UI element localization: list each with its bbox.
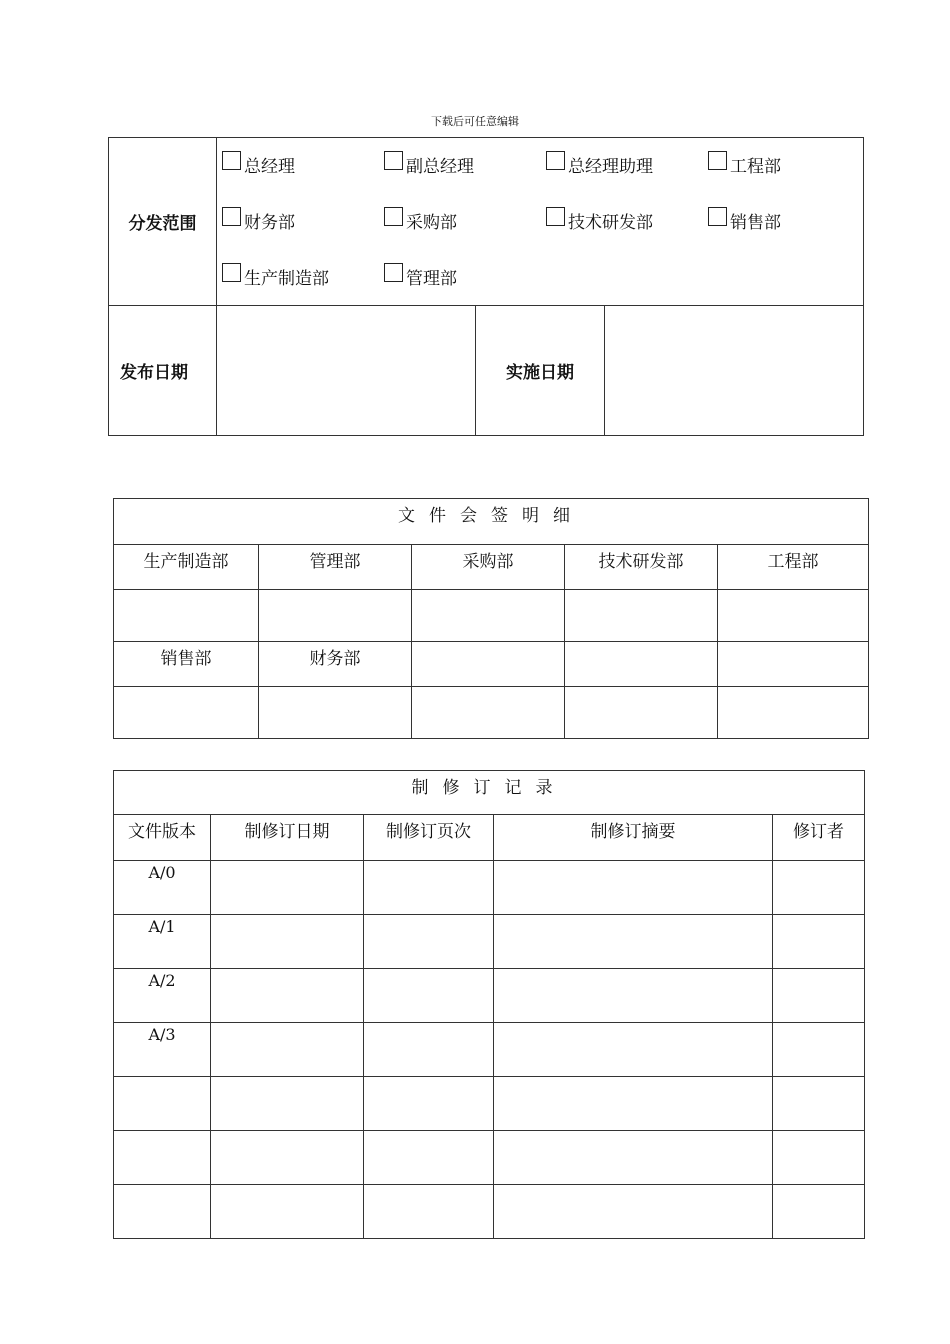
signoff-signature-cell[interactable] <box>259 590 412 642</box>
revision-table <box>113 770 865 1239</box>
revision-pages-cell[interactable] <box>364 1185 494 1239</box>
option-production[interactable]: 生产制造部 <box>222 264 329 289</box>
table-row <box>114 1185 865 1239</box>
header-note: 下载后可任意编辑 <box>431 115 519 128</box>
checkbox-icon[interactable] <box>708 207 727 226</box>
revision-author-cell[interactable] <box>773 1185 865 1239</box>
signoff-dept-cell: 技术研发部 <box>565 545 718 590</box>
revision-pages-cell[interactable] <box>364 915 494 969</box>
revision-summary-cell[interactable] <box>494 1077 773 1131</box>
checkbox-icon[interactable] <box>384 263 403 282</box>
option-gm-assistant[interactable]: 总经理助理 <box>546 152 653 177</box>
revision-version-cell: A/0 <box>114 861 211 915</box>
signoff-signature-cell[interactable] <box>114 687 259 739</box>
revision-author-cell[interactable] <box>773 969 865 1023</box>
revision-title: 制修订记录 <box>114 771 865 815</box>
signoff-signature-cell[interactable] <box>565 687 718 739</box>
signoff-table <box>113 498 869 739</box>
option-sales[interactable]: 销售部 <box>708 208 781 233</box>
table-row <box>114 1131 865 1185</box>
signoff-signature-cell[interactable] <box>259 687 412 739</box>
signoff-signature-cell[interactable] <box>718 590 869 642</box>
revision-summary-cell[interactable] <box>494 969 773 1023</box>
signoff-signature-cell[interactable] <box>114 590 259 642</box>
revision-pages-cell[interactable] <box>364 861 494 915</box>
option-rnd[interactable]: 技术研发部 <box>546 208 653 233</box>
signoff-title: 文件会签明细 <box>114 499 869 545</box>
signoff-signature-cell[interactable] <box>718 687 869 739</box>
distribution-table <box>108 137 864 436</box>
table-row <box>114 969 865 1023</box>
checkbox-icon[interactable] <box>222 263 241 282</box>
table-row <box>114 1077 865 1131</box>
option-deputy-general-manager[interactable]: 副总经理 <box>384 152 474 177</box>
revision-author-cell[interactable] <box>773 1023 865 1077</box>
table-row <box>114 1023 865 1077</box>
signoff-dept-cell: 采购部 <box>412 545 565 590</box>
revision-author-cell[interactable] <box>773 1077 865 1131</box>
revision-summary-cell[interactable] <box>494 861 773 915</box>
signoff-signature-cell[interactable] <box>412 687 565 739</box>
revision-summary-cell[interactable] <box>494 915 773 969</box>
revision-date-cell[interactable] <box>211 915 364 969</box>
option-finance[interactable]: 财务部 <box>222 208 295 233</box>
revision-version-cell <box>114 1131 211 1185</box>
revision-header-cell: 文件版本 <box>114 815 211 861</box>
revision-version-cell: A/1 <box>114 915 211 969</box>
distribution-options <box>217 138 864 306</box>
signoff-dept-cell <box>565 642 718 687</box>
revision-header-cell: 修订者 <box>773 815 865 861</box>
revision-version-cell <box>114 1077 211 1131</box>
signoff-dept-cell: 生产制造部 <box>114 545 259 590</box>
signoff-signature-cell[interactable] <box>412 590 565 642</box>
signoff-dept-cell: 管理部 <box>259 545 412 590</box>
revision-header-cell: 制修订日期 <box>211 815 364 861</box>
revision-date-cell[interactable] <box>211 1077 364 1131</box>
revision-pages-cell[interactable] <box>364 1023 494 1077</box>
option-general-manager[interactable]: 总经理 <box>222 152 295 177</box>
option-engineering[interactable]: 工程部 <box>708 152 781 177</box>
checkbox-icon[interactable] <box>222 151 241 170</box>
effective-date-value[interactable] <box>605 306 864 436</box>
checkbox-icon[interactable] <box>546 207 565 226</box>
revision-version-cell: A/3 <box>114 1023 211 1077</box>
revision-date-cell[interactable] <box>211 861 364 915</box>
checkbox-icon[interactable] <box>222 207 241 226</box>
signoff-dept-cell: 工程部 <box>718 545 869 590</box>
revision-header-cell: 制修订页次 <box>364 815 494 861</box>
revision-pages-cell[interactable] <box>364 969 494 1023</box>
signoff-dept-cell <box>412 642 565 687</box>
table-row <box>114 915 865 969</box>
option-purchasing[interactable]: 采购部 <box>384 208 457 233</box>
signoff-dept-cell <box>718 642 869 687</box>
revision-author-cell[interactable] <box>773 861 865 915</box>
checkbox-icon[interactable] <box>384 207 403 226</box>
revision-summary-cell[interactable] <box>494 1023 773 1077</box>
effective-date-label: 实施日期 <box>476 306 605 436</box>
revision-header-cell: 制修订摘要 <box>494 815 773 861</box>
revision-version-cell: A/2 <box>114 969 211 1023</box>
revision-summary-cell[interactable] <box>494 1185 773 1239</box>
revision-date-cell[interactable] <box>211 1131 364 1185</box>
signoff-dept-cell: 销售部 <box>114 642 259 687</box>
revision-summary-cell[interactable] <box>494 1131 773 1185</box>
revision-date-cell[interactable] <box>211 1023 364 1077</box>
revision-author-cell[interactable] <box>773 1131 865 1185</box>
revision-date-cell[interactable] <box>211 1185 364 1239</box>
release-date-label: 发布日期 <box>109 306 217 436</box>
revision-version-cell <box>114 1185 211 1239</box>
distribution-label: 分发范围 <box>109 138 217 306</box>
revision-author-cell[interactable] <box>773 915 865 969</box>
signoff-signature-cell[interactable] <box>565 590 718 642</box>
checkbox-icon[interactable] <box>708 151 727 170</box>
revision-date-cell[interactable] <box>211 969 364 1023</box>
checkbox-icon[interactable] <box>546 151 565 170</box>
release-date-value[interactable] <box>217 306 476 436</box>
revision-pages-cell[interactable] <box>364 1077 494 1131</box>
checkbox-icon[interactable] <box>384 151 403 170</box>
option-management[interactable]: 管理部 <box>384 264 457 289</box>
table-row <box>114 861 865 915</box>
signoff-dept-cell: 财务部 <box>259 642 412 687</box>
revision-pages-cell[interactable] <box>364 1131 494 1185</box>
